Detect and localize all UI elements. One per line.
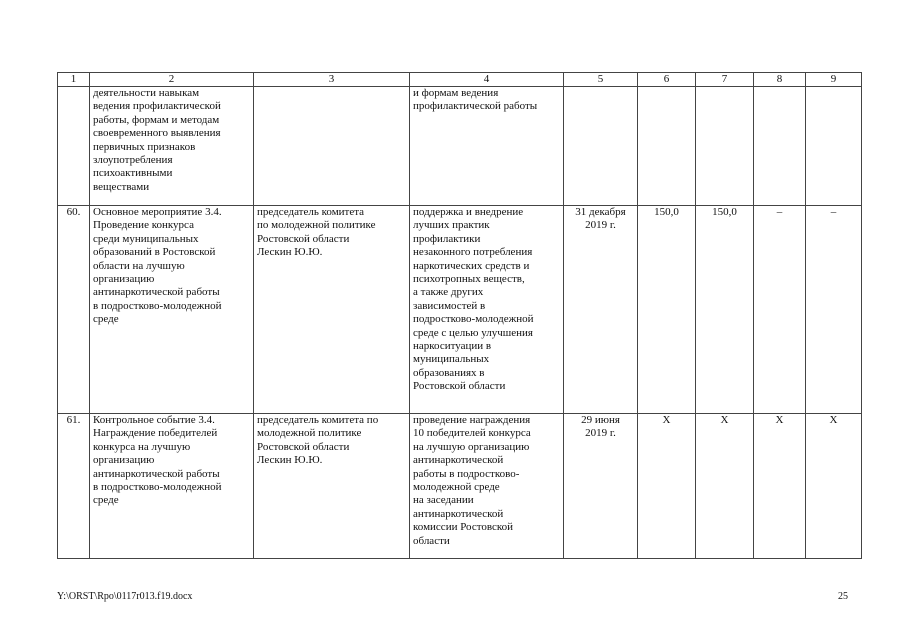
row-number [58, 87, 90, 206]
header-cell-2: 2 [90, 73, 254, 87]
value-cell-6 [638, 87, 696, 206]
executor-cell [254, 87, 410, 206]
date-cell: 29 июня 2019 г. [564, 414, 638, 559]
value-cell-8: Х [754, 414, 806, 559]
date-cell [564, 87, 638, 206]
row-number: 61. [58, 414, 90, 559]
value-cell-9 [806, 87, 862, 206]
value-cell-7: 150,0 [696, 206, 754, 414]
plan-table [57, 72, 862, 559]
table-row [58, 87, 862, 206]
date-cell: 31 декабря 2019 г. [564, 206, 638, 414]
result-cell: проведение награждения 10 победителей конкурса на лучшую организацию антинаркотической работы в подростково- молодежной среде на заседании антинаркотической комиссии Ростовской области [410, 414, 564, 559]
header-cell-8: 8 [754, 73, 806, 87]
value-cell-9: – [806, 206, 862, 414]
value-cell-9: Х [806, 414, 862, 559]
file-path: Y:\ORST\Rpo\0117r013.f19.docx [57, 591, 193, 602]
result-cell: поддержка и внедрение лучших практик профилактики незаконного потребления наркотических средств и психотропных веществ, а также других зависимостей в подростково-молодежной среде с целью улучшения наркоситуации в муниципальных образованиях в Ростовской области [410, 206, 564, 414]
header-cell-5: 5 [564, 73, 638, 87]
value-cell-7 [696, 87, 754, 206]
header-cell-6: 6 [638, 73, 696, 87]
row-number: 60. [58, 206, 90, 414]
value-cell-6: 150,0 [638, 206, 696, 414]
header-cell-7: 7 [696, 73, 754, 87]
header-cell-3: 3 [254, 73, 410, 87]
header-row [58, 73, 862, 87]
table-row [58, 206, 862, 414]
value-cell-7: Х [696, 414, 754, 559]
page-number: 25 [838, 591, 848, 602]
event-cell: Основное мероприятие 3.4. Проведение конкурса среди муниципальных образований в Ростовской области на лучшую организацию антинаркотической работы в подростково-молодежной среде [90, 206, 254, 414]
table-row [58, 414, 862, 559]
value-cell-8 [754, 87, 806, 206]
value-cell-8: – [754, 206, 806, 414]
header-cell-4: 4 [410, 73, 564, 87]
header-cell-9: 9 [806, 73, 862, 87]
executor-cell: председатель комитета по молодежной политике Ростовской области Лескин Ю.Ю. [254, 414, 410, 559]
header-cell-1: 1 [58, 73, 90, 87]
value-cell-6: Х [638, 414, 696, 559]
executor-cell: председатель комитета по молодежной политике Ростовской области Лескин Ю.Ю. [254, 206, 410, 414]
event-cell: Контрольное событие 3.4. Награждение победителей конкурса на лучшую организацию антинаркотической работы в подростково-молодежной среде [90, 414, 254, 559]
event-cell: деятельности навыкам ведения профилактической работы, формам и методам своевременного выявления первичных признаков злоупотребления психоактивными веществами [90, 87, 254, 206]
result-cell: и формам ведения профилактической работы [410, 87, 564, 206]
